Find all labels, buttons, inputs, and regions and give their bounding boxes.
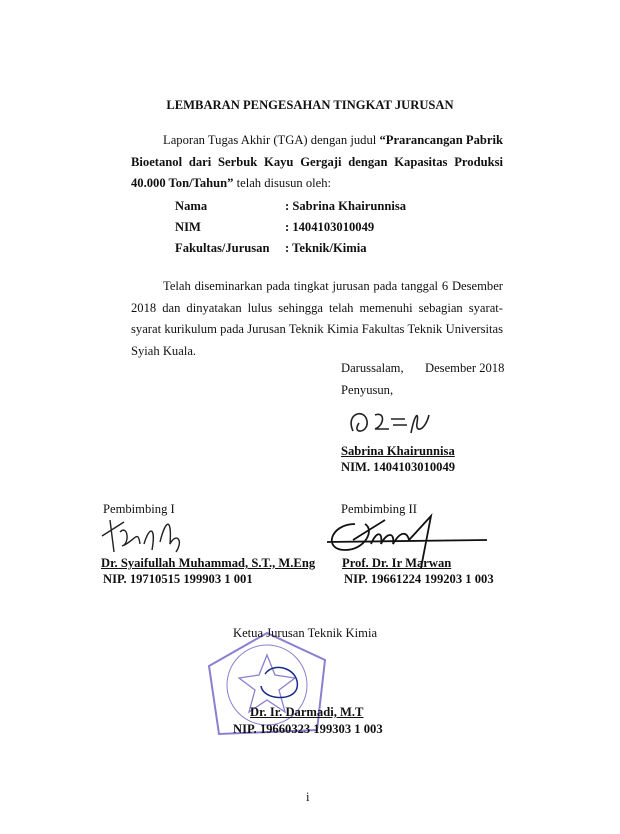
author-nim: NIM. 1404103010049 xyxy=(341,460,456,474)
supervisor-2-role: Pembimbing II xyxy=(341,502,417,516)
supervisor-1-signature xyxy=(100,514,200,556)
intro-paragraph xyxy=(131,130,503,195)
page-number: i xyxy=(306,790,310,804)
place: Darussalam, xyxy=(341,361,404,375)
statement-text: Telah diseminarkan pada tingkat jurusan pada tanggal 6 Desember 2018 dan dinyatakan lulus sehingga telah memenuhi sebagian syarat-syarat kurikulum pada Jurusan Teknik Kimia Fakultas Teknik Universitas Syiah Kuala. xyxy=(131,279,503,358)
supervisor-1-name: Dr. Syaifullah Muhammad, S.T., M.Eng xyxy=(101,556,316,570)
label-nim: NIM xyxy=(175,220,201,234)
page-title: LEMBARAN PENGESAHAN TINGKAT JURUSAN xyxy=(166,98,454,112)
thesis-title: “Prarancangan Pabrik Bioetanol dari Serbuk Kayu Gergaji dengan Kapasitas Produksi 40.000 Ton/Tahun” xyxy=(131,133,503,190)
value-nama: : Sabrina Khairunnisa xyxy=(285,199,407,213)
head-name: Dr. Ir. Darmadi, M.T xyxy=(250,705,364,719)
label-fakultas: Fakultas/Jurusan xyxy=(175,241,270,255)
value-fakultas: : Teknik/Kimia xyxy=(285,241,367,255)
supervisor-1-role: Pembimbing I xyxy=(103,502,175,516)
intro-suffix: telah disusun oleh: xyxy=(233,176,332,190)
value-nim: : 1404103010049 xyxy=(285,220,375,234)
supervisor-2-name: Prof. Dr. Ir Marwan xyxy=(342,556,452,570)
intro-prefix: Laporan Tugas Akhir (TGA) dengan judul xyxy=(163,133,380,147)
label-nama: Nama xyxy=(175,199,208,213)
head-role: Ketua Jurusan Teknik Kimia xyxy=(233,626,378,640)
date: Desember 2018 xyxy=(425,361,505,375)
head-nip: NIP. 19660323 199303 1 003 xyxy=(233,722,383,736)
author-signature xyxy=(345,403,435,443)
supervisor-2-nip: NIP. 19661224 199203 1 003 xyxy=(344,572,494,586)
supervisor-1-nip: NIP. 19710515 199903 1 001 xyxy=(103,572,253,586)
statement-paragraph xyxy=(131,276,503,362)
author-name: Sabrina Khairunnisa xyxy=(341,444,455,458)
author-role: Penyusun, xyxy=(341,383,394,397)
